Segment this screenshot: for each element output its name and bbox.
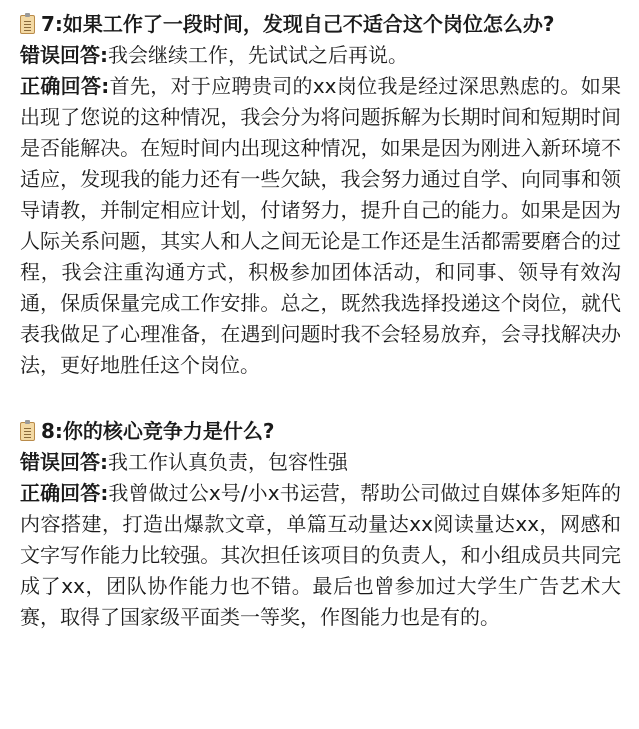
question-text: 7:如果工作了一段时间，发现自己不适合这个岗位怎么办? <box>41 12 555 36</box>
correct-answer-label: 正确回答: <box>20 74 110 98</box>
question-text: 8:你的核心竞争力是什么? <box>41 419 275 443</box>
correct-answer <box>20 71 621 381</box>
correct-answer-text: 首先，对于应聘贵司的xx岗位我是经过深思熟虑的。如果出现了您说的这种情况，我会分为将问题拆解为长期时间和短期时间是否能解决。在短时间内出现这种情况，如果是因为刚进入新环境不适应，发现我的能力还有一些欠缺，我会努力通过自学、向同事和领导请教，并制定相应计划，付诸努力，提升自己的能力。如果是因为人际关系问题，其实人和人之间无论是工作还是生活都需要磨合的过程，我会注重沟通方式，积极参加团体活动，和同事、领导有效沟通，保质保量完成工作安排。总之，既然我选择投递这个岗位，就代表我做足了心理准备，在遇到问题时我不会轻易放弃，会寻找解决办法，更好地胜任这个岗位。 <box>20 74 622 377</box>
qa-section-8 <box>20 415 621 633</box>
memo-icon <box>20 15 35 34</box>
wrong-answer-label: 错误回答: <box>20 43 108 67</box>
question-heading <box>20 415 621 447</box>
question-heading <box>20 8 621 40</box>
wrong-answer <box>20 40 621 71</box>
wrong-answer-label: 错误回答: <box>20 450 108 474</box>
wrong-answer <box>20 447 621 478</box>
correct-answer-label: 正确回答: <box>20 481 109 505</box>
wrong-answer-text: 我工作认真负责，包容性强 <box>108 450 348 474</box>
correct-answer-text: 我曾做过公x号/小x书运营，帮助公司做过自媒体多矩阵的内容搭建，打造出爆款文章，单篇互动量达xx阅读量达xx，网感和文字写作能力比较强。其次担任该项目的负责人，和小组成员共同完成了xx，团队协作能力也不错。最后也曾参加过大学生广告艺术大赛，取得了国家级平面类一等奖，作图能力也是有的。 <box>20 481 621 629</box>
memo-icon <box>20 422 35 441</box>
wrong-answer-text: 我会继续工作，先试试之后再说。 <box>108 43 408 67</box>
correct-answer <box>20 478 621 633</box>
qa-section-7 <box>20 8 621 381</box>
